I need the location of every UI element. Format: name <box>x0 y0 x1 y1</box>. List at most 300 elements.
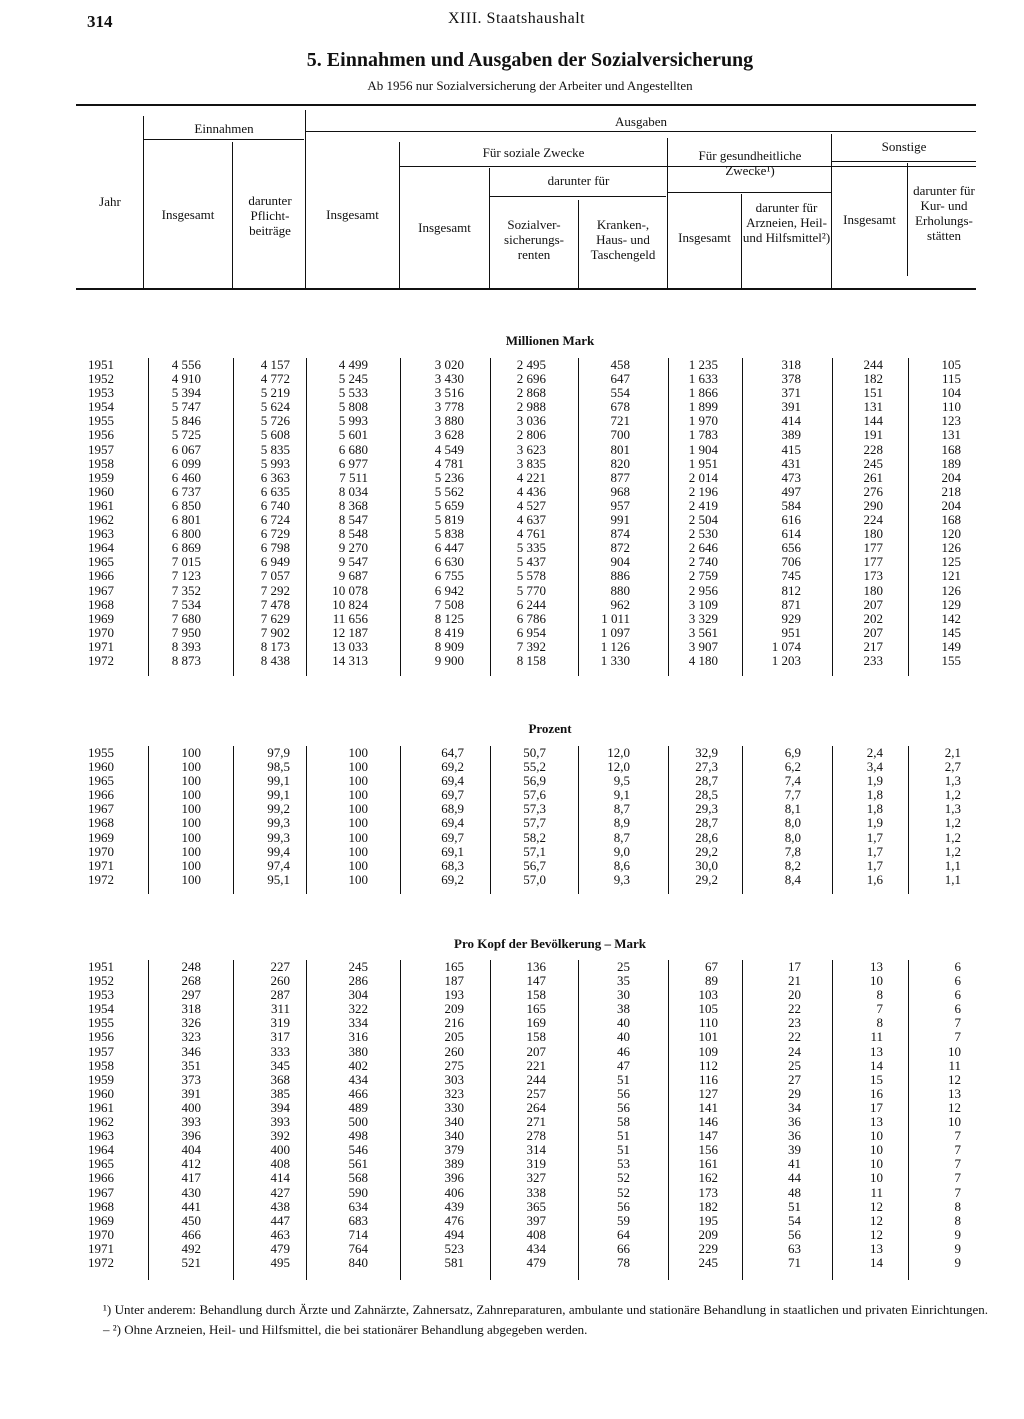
cell-year: 1966 <box>88 787 114 803</box>
cell-ein-insgesamt: 100 <box>181 857 201 873</box>
cell-son-insgesamt: 177 <box>863 554 883 570</box>
cell-soz-renten: 57,1 <box>523 843 546 859</box>
column-separator <box>490 746 491 894</box>
ausgaben-header: Ausgaben <box>615 114 667 129</box>
cell-son-insgesamt: 12 <box>870 1198 883 1214</box>
cell-son-kur: 1,2 <box>944 815 961 831</box>
column-separator <box>578 358 579 676</box>
cell-son-kur: 7 <box>954 1156 961 1172</box>
cell-son-insgesamt: 1,7 <box>866 857 883 873</box>
cell-aus-insgesamt: 13 033 <box>332 638 368 654</box>
cell-soz-renten: 147 <box>526 973 546 989</box>
table-subtitle: Ab 1956 nur Sozialversicherung der Arbeiter und Angestellten <box>367 78 693 93</box>
table-row <box>88 1228 965 1242</box>
cell-aus-insgesamt: 100 <box>348 857 368 873</box>
cell-soz-kranken: 1 011 <box>601 610 630 626</box>
cell-ges-insgesamt: 245 <box>698 1254 718 1270</box>
cell-soz-renten: 338 <box>526 1184 546 1200</box>
cell-soz-kranken: 66 <box>617 1240 630 1256</box>
cell-aus-insgesamt: 714 <box>348 1226 368 1242</box>
cell-year: 1966 <box>88 1170 114 1186</box>
table-row <box>88 513 965 527</box>
cell-son-insgesamt: 3,4 <box>866 759 883 775</box>
cell-ges-arznei: 371 <box>781 385 801 401</box>
cell-son-insgesamt: 13 <box>870 1043 883 1059</box>
cell-son-insgesamt: 233 <box>863 652 883 668</box>
cell-year: 1965 <box>88 773 114 789</box>
cell-soz-renten: 6 954 <box>516 624 546 640</box>
cell-soz-kranken: 8,7 <box>613 829 630 845</box>
cell-aus-insgesamt: 6 680 <box>338 441 368 457</box>
cell-ges-insgesamt: 1 899 <box>688 399 718 415</box>
cell-soz-renten: 221 <box>526 1057 546 1073</box>
cell-ein-insgesamt: 450 <box>181 1212 201 1228</box>
cell-aus-insgesamt: 4 499 <box>338 357 368 372</box>
cell-soz-insgesamt: 476 <box>444 1212 464 1228</box>
cell-son-insgesamt: 177 <box>863 540 883 556</box>
cell-ein-pflicht: 4 772 <box>260 371 290 387</box>
cell-son-kur: 105 <box>941 357 961 372</box>
cell-ein-insgesamt: 7 950 <box>171 624 201 640</box>
cell-son-kur: 7 <box>954 1029 961 1045</box>
cell-ges-arznei: 929 <box>781 610 801 626</box>
cell-aus-insgesamt: 334 <box>348 1015 368 1031</box>
col-jahr-header: Jahr <box>99 194 121 209</box>
cell-ges-insgesamt: 28,7 <box>695 773 718 789</box>
cell-soz-renten: 3 835 <box>516 455 546 471</box>
cell-ges-arznei: 415 <box>781 441 801 457</box>
column-separator <box>400 960 401 1280</box>
cell-ges-arznei: 8,0 <box>784 829 801 845</box>
data-table <box>88 746 965 887</box>
cell-ges-arznei: 8,4 <box>784 871 801 887</box>
cell-soz-insgesamt: 64,7 <box>441 745 464 760</box>
cell-year: 1963 <box>88 526 114 542</box>
cell-year: 1967 <box>88 582 114 598</box>
cell-son-insgesamt: 11 <box>870 1184 883 1200</box>
cell-soz-insgesamt: 216 <box>444 1015 464 1031</box>
cell-soz-kranken: 904 <box>610 554 630 570</box>
cell-soz-renten: 6 786 <box>516 610 546 626</box>
cell-aus-insgesamt: 12 187 <box>332 624 368 640</box>
cell-soz-insgesamt: 9 900 <box>434 652 464 668</box>
cell-aus-insgesamt: 380 <box>348 1043 368 1059</box>
cell-ges-insgesamt: 89 <box>705 973 718 989</box>
cell-son-insgesamt: 14 <box>870 1254 883 1270</box>
cell-year: 1968 <box>88 596 114 612</box>
cell-ein-pflicht: 260 <box>270 973 290 989</box>
cell-year: 1955 <box>88 1015 114 1031</box>
cell-ein-pflicht: 5 835 <box>260 441 290 457</box>
cell-ein-insgesamt: 5 725 <box>171 427 201 443</box>
cell-ein-insgesamt: 373 <box>181 1071 201 1087</box>
column-separator <box>668 960 669 1280</box>
cell-son-insgesamt: 8 <box>876 987 883 1003</box>
cell-soz-renten: 244 <box>526 1071 546 1087</box>
cell-soz-kranken: 56 <box>617 1198 630 1214</box>
cell-aus-insgesamt: 100 <box>348 787 368 803</box>
column-separator <box>306 358 307 676</box>
section-label: Prozent <box>528 721 572 736</box>
cell-ges-insgesamt: 103 <box>698 987 718 1003</box>
cell-aus-insgesamt: 14 313 <box>332 652 368 668</box>
cell-ein-pflicht: 98,5 <box>267 759 290 775</box>
column-separator <box>832 358 833 676</box>
cell-ges-insgesamt: 2 646 <box>688 540 718 556</box>
cell-son-kur: 204 <box>941 469 961 485</box>
cell-year: 1970 <box>88 624 114 640</box>
cell-son-kur: 12 <box>948 1099 961 1115</box>
cell-soz-insgesamt: 69,2 <box>441 871 464 887</box>
cell-soz-insgesamt: 523 <box>444 1240 464 1256</box>
cell-soz-insgesamt: 581 <box>444 1254 464 1270</box>
cell-soz-insgesamt: 3 516 <box>434 385 464 401</box>
data-table <box>88 960 965 1270</box>
cell-soz-insgesamt: 205 <box>444 1029 464 1045</box>
cell-year: 1966 <box>88 568 114 584</box>
table-row <box>88 1129 965 1143</box>
cell-year: 1962 <box>88 512 114 528</box>
cell-ges-arznei: 1 203 <box>771 652 801 668</box>
cell-ein-insgesamt: 5 846 <box>171 413 201 429</box>
cell-ein-insgesamt: 6 737 <box>171 483 201 499</box>
cell-soz-insgesamt: 4 781 <box>434 455 464 471</box>
cell-aus-insgesamt: 5 245 <box>338 371 368 387</box>
cell-ein-pflicht: 95,1 <box>267 871 290 887</box>
cell-ein-insgesamt: 400 <box>181 1099 201 1115</box>
cell-soz-insgesamt: 8 125 <box>434 610 464 626</box>
cell-soz-kranken: 872 <box>610 540 630 556</box>
cell-soz-insgesamt: 5 659 <box>434 497 464 513</box>
cell-soz-kranken: 59 <box>617 1212 630 1228</box>
cell-ges-arznei: 17 <box>788 959 801 974</box>
cell-ges-arznei: 39 <box>788 1142 801 1158</box>
table-row <box>88 988 965 1002</box>
cell-ein-pflicht: 99,1 <box>267 787 290 803</box>
cell-son-kur: 7 <box>954 1015 961 1031</box>
cell-son-kur: 6 <box>954 1001 961 1017</box>
cell-son-kur: 9 <box>954 1226 961 1242</box>
cell-aus-insgesamt: 10 078 <box>332 582 368 598</box>
cell-year: 1951 <box>88 959 114 974</box>
cell-year: 1972 <box>88 1254 114 1270</box>
column-separator <box>742 358 743 676</box>
cell-ges-insgesamt: 30,0 <box>695 857 718 873</box>
cell-son-kur: 1,1 <box>944 857 961 873</box>
cell-ges-arznei: 614 <box>781 526 801 542</box>
cell-ein-insgesamt: 100 <box>181 759 201 775</box>
cell-son-kur: 9 <box>954 1240 961 1256</box>
table-row <box>88 499 965 513</box>
cell-soz-insgesamt: 6 630 <box>434 554 464 570</box>
cell-soz-kranken: 12,0 <box>607 745 630 760</box>
cell-aus-insgesamt: 590 <box>348 1184 368 1200</box>
cell-ges-arznei: 22 <box>788 1001 801 1017</box>
cell-year: 1959 <box>88 1071 114 1087</box>
cell-ein-insgesamt: 441 <box>181 1198 201 1214</box>
cell-year: 1972 <box>88 652 114 668</box>
cell-aus-insgesamt: 840 <box>348 1254 368 1270</box>
cell-year: 1967 <box>88 801 114 817</box>
cell-son-insgesamt: 202 <box>863 610 883 626</box>
cell-son-insgesamt: 217 <box>863 638 883 654</box>
cell-ges-arznei: 656 <box>781 540 801 556</box>
table-row <box>88 1016 965 1030</box>
cell-ges-insgesamt: 3 561 <box>688 624 718 640</box>
cell-ein-insgesamt: 417 <box>181 1170 201 1186</box>
cell-aus-insgesamt: 9 687 <box>338 568 368 584</box>
cell-soz-insgesamt: 209 <box>444 1001 464 1017</box>
cell-aus-insgesamt: 7 511 <box>339 469 368 485</box>
cell-soz-kranken: 9,1 <box>613 787 630 803</box>
cell-soz-renten: 8 158 <box>516 652 546 668</box>
table-row <box>88 626 965 640</box>
cell-ein-pflicht: 447 <box>270 1212 290 1228</box>
cell-year: 1954 <box>88 1001 114 1017</box>
cell-soz-renten: 169 <box>526 1015 546 1031</box>
cell-ein-insgesamt: 396 <box>181 1128 201 1144</box>
cell-ein-insgesamt: 6 800 <box>171 526 201 542</box>
cell-year: 1971 <box>88 638 114 654</box>
cell-son-kur: 168 <box>941 512 961 528</box>
cell-ein-pflicht: 495 <box>270 1254 290 1270</box>
cell-aus-insgesamt: 8 547 <box>338 512 368 528</box>
cell-soz-kranken: 1 097 <box>600 624 630 640</box>
cell-son-insgesamt: 10 <box>870 1142 883 1158</box>
cell-ges-insgesamt: 28,5 <box>695 787 718 803</box>
cell-soz-insgesamt: 8 909 <box>434 638 464 654</box>
cell-ges-arznei: 584 <box>781 497 801 513</box>
cell-ges-arznei: 23 <box>788 1015 801 1031</box>
cell-ges-arznei: 497 <box>781 483 801 499</box>
cell-ein-pflicht: 97,9 <box>267 745 290 760</box>
cell-ein-pflicht: 319 <box>270 1015 290 1031</box>
cell-soz-insgesamt: 69,4 <box>441 815 464 831</box>
cell-son-kur: 145 <box>941 624 961 640</box>
cell-aus-insgesamt: 489 <box>348 1099 368 1115</box>
cell-son-insgesamt: 14 <box>870 1057 883 1073</box>
cell-son-kur: 110 <box>941 399 961 415</box>
cell-son-kur: 6 <box>954 973 961 989</box>
cell-year: 1951 <box>88 357 114 372</box>
cell-ein-pflicht: 345 <box>270 1057 290 1073</box>
table-row <box>88 358 965 372</box>
table-row <box>88 1256 965 1270</box>
running-head: XIII. Staatshaushalt <box>448 10 586 27</box>
cell-ein-pflicht: 99,1 <box>267 773 290 789</box>
cell-son-kur: 1,2 <box>944 787 961 803</box>
cell-ges-insgesamt: 28,6 <box>695 829 718 845</box>
cell-ein-insgesamt: 7 534 <box>171 596 201 612</box>
cell-soz-insgesamt: 68,9 <box>441 801 464 817</box>
cell-son-kur: 125 <box>941 554 961 570</box>
cell-soz-renten: 158 <box>526 1029 546 1045</box>
cell-ein-insgesamt: 6 869 <box>171 540 201 556</box>
cell-soz-insgesamt: 68,3 <box>441 857 464 873</box>
cell-aus-insgesamt: 100 <box>348 745 368 760</box>
cell-son-kur: 126 <box>941 540 961 556</box>
cell-ein-pflicht: 333 <box>270 1043 290 1059</box>
cell-ges-arznei: 63 <box>788 1240 801 1256</box>
cell-soz-insgesamt: 330 <box>444 1099 464 1115</box>
cell-soz-renten: 314 <box>526 1142 546 1158</box>
cell-son-kur: 168 <box>941 441 961 457</box>
cell-soz-renten: 479 <box>526 1254 546 1270</box>
col-son-kur-header: darunter für Kur- und Erholungs- stätten <box>913 183 975 243</box>
cell-soz-insgesamt: 340 <box>444 1114 464 1130</box>
cell-soz-kranken: 700 <box>610 427 630 443</box>
cell-ein-insgesamt: 248 <box>181 959 201 974</box>
cell-ein-insgesamt: 8 393 <box>171 638 201 654</box>
column-separator <box>148 358 149 676</box>
cell-ges-insgesamt: 156 <box>698 1142 718 1158</box>
cell-soz-kranken: 554 <box>610 385 630 401</box>
col-ein-pflicht-header: darunter Pflicht- beiträge <box>248 193 292 238</box>
cell-son-insgesamt: 13 <box>870 959 883 974</box>
cell-soz-renten: 4 527 <box>516 497 546 513</box>
cell-year: 1957 <box>88 441 114 457</box>
cell-soz-insgesamt: 69,4 <box>441 773 464 789</box>
cell-ein-pflicht: 427 <box>270 1184 290 1200</box>
cell-son-kur: 126 <box>941 582 961 598</box>
cell-ges-arznei: 54 <box>788 1212 801 1228</box>
cell-soz-kranken: 721 <box>610 413 630 429</box>
cell-son-kur: 12 <box>948 1071 961 1087</box>
cell-ein-pflicht: 311 <box>270 1001 290 1017</box>
cell-ges-insgesamt: 1 866 <box>688 385 718 401</box>
cell-son-insgesamt: 144 <box>863 413 883 429</box>
cell-year: 1969 <box>88 829 114 845</box>
cell-son-insgesamt: 13 <box>870 1240 883 1256</box>
column-separator <box>908 960 909 1280</box>
cell-soz-renten: 319 <box>526 1156 546 1172</box>
cell-ges-arznei: 51 <box>788 1198 801 1214</box>
column-separator <box>490 960 491 1280</box>
cell-soz-insgesamt: 439 <box>444 1198 464 1214</box>
cell-ein-insgesamt: 100 <box>181 815 201 831</box>
cell-ein-pflicht: 7 902 <box>260 624 290 640</box>
table-row <box>88 1186 965 1200</box>
column-separator <box>908 358 909 676</box>
cell-soz-insgesamt: 389 <box>444 1156 464 1172</box>
cell-soz-insgesamt: 275 <box>444 1057 464 1073</box>
cell-aus-insgesamt: 5 533 <box>338 385 368 401</box>
cell-ein-insgesamt: 346 <box>181 1043 201 1059</box>
column-separator <box>668 746 669 894</box>
cell-soz-renten: 2 868 <box>516 385 546 401</box>
cell-ein-pflicht: 7 478 <box>260 596 290 612</box>
cell-ein-pflicht: 438 <box>270 1198 290 1214</box>
cell-soz-renten: 136 <box>526 959 546 974</box>
cell-year: 1955 <box>88 745 114 760</box>
cell-son-insgesamt: 180 <box>863 526 883 542</box>
cell-ges-insgesamt: 109 <box>698 1043 718 1059</box>
cell-soz-insgesamt: 7 508 <box>434 596 464 612</box>
cell-year: 1968 <box>88 815 114 831</box>
cell-ges-arznei: 7,7 <box>784 787 801 803</box>
cell-soz-insgesamt: 69,7 <box>441 787 464 803</box>
cell-ein-pflicht: 7 629 <box>260 610 290 626</box>
cell-soz-kranken: 30 <box>617 987 630 1003</box>
table-row <box>88 746 965 760</box>
column-separator <box>400 358 401 676</box>
cell-son-insgesamt: 173 <box>863 568 883 584</box>
cell-ges-insgesamt: 182 <box>698 1198 718 1214</box>
cell-soz-kranken: 51 <box>617 1128 630 1144</box>
cell-son-insgesamt: 17 <box>870 1099 883 1115</box>
cell-son-insgesamt: 1,8 <box>866 801 883 817</box>
cell-soz-kranken: 957 <box>610 497 630 513</box>
cell-ges-arznei: 29 <box>788 1085 801 1101</box>
cell-ges-arznei: 8,1 <box>784 801 801 817</box>
cell-soz-insgesamt: 3 020 <box>434 357 464 372</box>
cell-ein-insgesamt: 5 394 <box>171 385 201 401</box>
cell-soz-kranken: 877 <box>610 469 630 485</box>
cell-ein-insgesamt: 6 801 <box>171 512 201 528</box>
cell-son-insgesamt: 180 <box>863 582 883 598</box>
cell-ein-pflicht: 6 724 <box>260 512 290 528</box>
table-row <box>88 873 965 887</box>
cell-soz-renten: 4 221 <box>516 469 546 485</box>
table-row <box>88 372 965 386</box>
cell-soz-renten: 56,7 <box>523 857 546 873</box>
cell-ges-insgesamt: 29,2 <box>695 843 718 859</box>
cell-ges-insgesamt: 2 504 <box>688 512 718 528</box>
cell-ges-insgesamt: 29,3 <box>695 801 718 817</box>
soziale-zwecke-header: Für soziale Zwecke <box>482 145 585 160</box>
cell-ges-insgesamt: 2 419 <box>688 497 718 513</box>
cell-aus-insgesamt: 764 <box>348 1240 368 1256</box>
cell-ein-pflicht: 5 608 <box>260 427 290 443</box>
cell-son-insgesamt: 10 <box>870 973 883 989</box>
cell-aus-insgesamt: 683 <box>348 1212 368 1228</box>
cell-soz-renten: 50,7 <box>523 745 546 760</box>
cell-son-kur: 2,1 <box>944 745 961 760</box>
table-row <box>88 802 965 816</box>
table-row <box>88 598 965 612</box>
table-row <box>88 1171 965 1185</box>
cell-soz-renten: 365 <box>526 1198 546 1214</box>
cell-son-insgesamt: 290 <box>863 497 883 513</box>
cell-soz-kranken: 64 <box>617 1226 630 1242</box>
cell-soz-kranken: 78 <box>617 1254 630 1270</box>
cell-soz-renten: 5 770 <box>516 582 546 598</box>
cell-son-insgesamt: 15 <box>870 1071 883 1087</box>
table-row <box>88 527 965 541</box>
cell-aus-insgesamt: 100 <box>348 871 368 887</box>
cell-soz-renten: 264 <box>526 1099 546 1115</box>
cell-ges-arznei: 616 <box>781 512 801 528</box>
table-row <box>88 774 965 788</box>
cell-soz-renten: 56,9 <box>523 773 546 789</box>
cell-ges-arznei: 8,0 <box>784 815 801 831</box>
cell-ein-insgesamt: 521 <box>181 1254 201 1270</box>
column-separator <box>306 960 307 1280</box>
cell-son-kur: 7 <box>954 1142 961 1158</box>
cell-year: 1969 <box>88 610 114 626</box>
cell-soz-kranken: 52 <box>617 1184 630 1200</box>
page-number: 314 <box>87 12 113 31</box>
cell-ges-arznei: 36 <box>788 1128 801 1144</box>
column-separator <box>306 746 307 894</box>
table-row <box>88 1214 965 1228</box>
cell-ges-arznei: 951 <box>781 624 801 640</box>
cell-soz-renten: 3 036 <box>516 413 546 429</box>
cell-ein-pflicht: 4 157 <box>260 357 290 372</box>
cell-soz-insgesamt: 3 430 <box>434 371 464 387</box>
gesundheit-header: Für gesundheitliche Zwecke¹) <box>698 148 802 178</box>
col-son-insgesamt-header: Insgesamt <box>843 212 896 227</box>
